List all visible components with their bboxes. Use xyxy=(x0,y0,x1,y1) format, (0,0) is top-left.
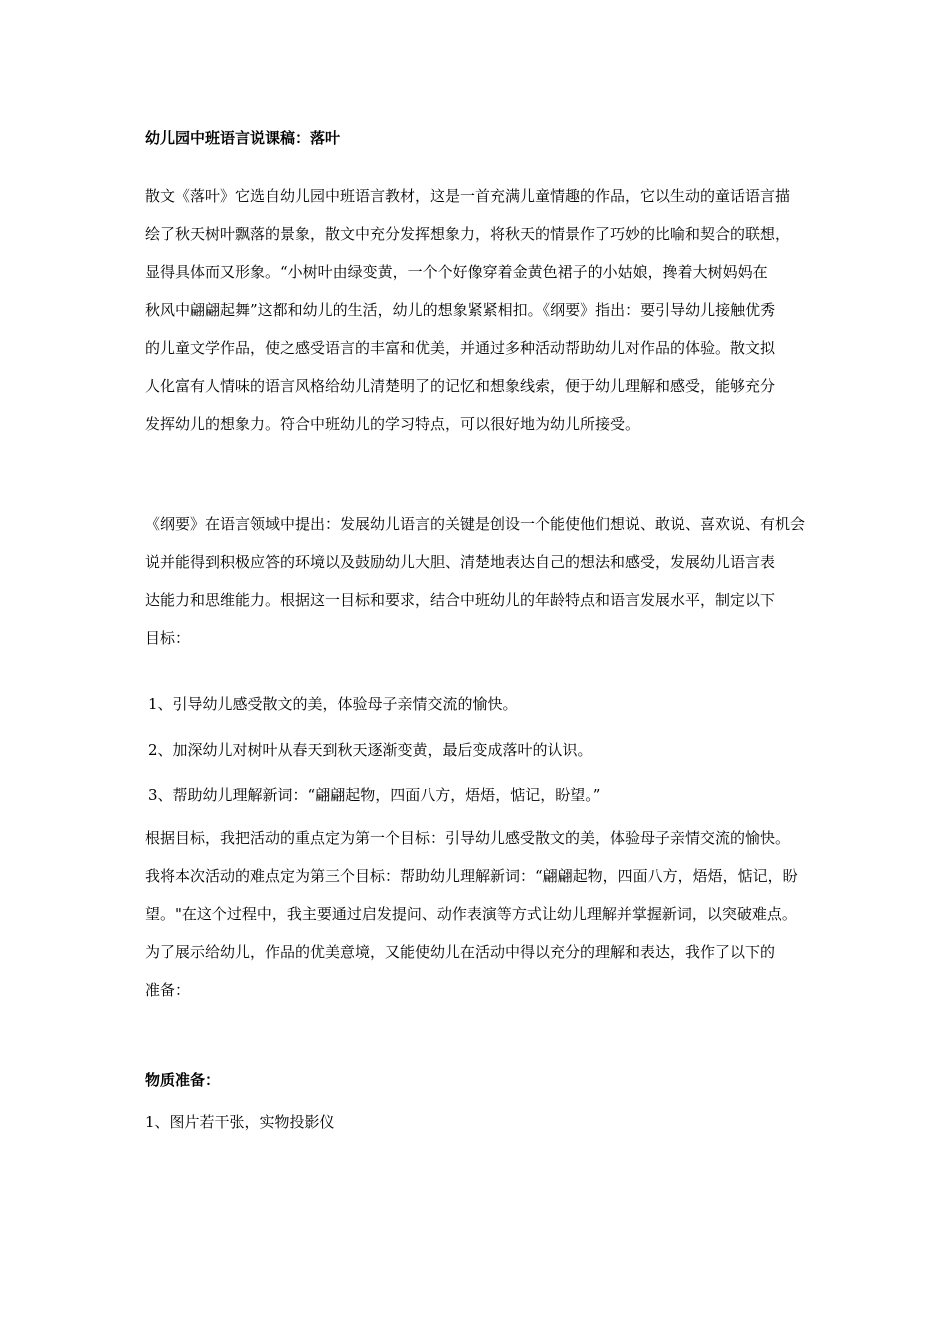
intro-line: 显得具体而又形象。“小树叶由绿变黄，一个个好像穿着金黄色裙子的小姑娘，搀着大树妈妈在 xyxy=(145,263,768,281)
focus-line: 望。"在这个过程中，我主要通过启发提问、动作表演等方式让幼儿理解并掌握新词，以突破难点。 xyxy=(145,905,797,923)
goals-intro-line: 《纲要》在语言领域中提出：发展幼儿语言的关键是创设一个能使他们想说、敢说、喜欢说、有机会 xyxy=(145,515,806,533)
focus-paragraph xyxy=(145,828,813,1000)
intro-line: 的儿童文学作品，使之感受语言的丰富和优美，并通过多种活动帮助幼儿对作品的体验。散文拟 xyxy=(145,339,776,357)
intro-line: 发挥幼儿的想象力。符合中班幼儿的学习特点，可以很好地为幼儿所接受。 xyxy=(145,415,641,433)
goal-item-1: 1、引导幼儿感受散文的美，体验母子亲情交流的愉快。 xyxy=(148,695,518,713)
intro-paragraph xyxy=(145,186,813,434)
document-title: 幼儿园中班语言说课稿：落叶 xyxy=(145,129,341,147)
goal-item-3: 3、帮助幼儿理解新词：“翩翩起物，四面八方，焐焐，惦记，盼望。” xyxy=(148,786,601,804)
materials-heading: 物质准备： xyxy=(145,1071,221,1089)
intro-line: 绘了秋天树叶飘落的景象，散文中充分发挥想象力，将秋天的情景作了巧妙的比喻和契合的联想， xyxy=(145,225,791,243)
goals-intro-line: 达能力和思维能力。根据这一目标和要求，结合中班幼儿的年龄特点和语言发展水平，制定以下 xyxy=(145,591,776,609)
focus-line: 我将本次活动的难点定为第三个目标：帮助幼儿理解新词：“翩翩起物，四面八方，焐焐，惦记，盼 xyxy=(145,867,798,885)
goals-intro-paragraph xyxy=(145,514,813,648)
focus-line: 为了展示给幼儿，作品的优美意境，又能使幼儿在活动中得以充分的理解和表达，我作了以下的 xyxy=(145,943,776,961)
intro-line: 散文《落叶》它选自幼儿园中班语言教材，这是一首充满儿童情趣的作品，它以生动的童话语言描 xyxy=(145,187,791,205)
focus-line: 根据目标，我把活动的重点定为第一个目标：引导幼儿感受散文的美，体验母子亲情交流的愉快。 xyxy=(145,829,791,847)
goals-intro-line: 目标： xyxy=(145,629,191,647)
goal-item-2: 2、加深幼儿对树叶从春天到秋天逐渐变黄，最后变成落叶的认识。 xyxy=(148,741,593,759)
materials-item-1: 1、图片若干张，实物投影仪 xyxy=(145,1113,335,1131)
intro-line: 人化富有人情味的语言风格给幼儿清楚明了的记忆和想象线索，便于幼儿理解和感受，能够充分 xyxy=(145,377,776,395)
goals-intro-line: 说并能得到积极应答的环境以及鼓励幼儿大胆、清楚地表达自己的想法和感受，发展幼儿语言表 xyxy=(145,553,776,571)
intro-line: 秋风中翩翩起舞”这都和幼儿的生活，幼儿的想象紧紧相扣。《纲要》指出：要引导幼儿接触优秀 xyxy=(145,301,776,319)
focus-line: 准备： xyxy=(145,981,191,999)
